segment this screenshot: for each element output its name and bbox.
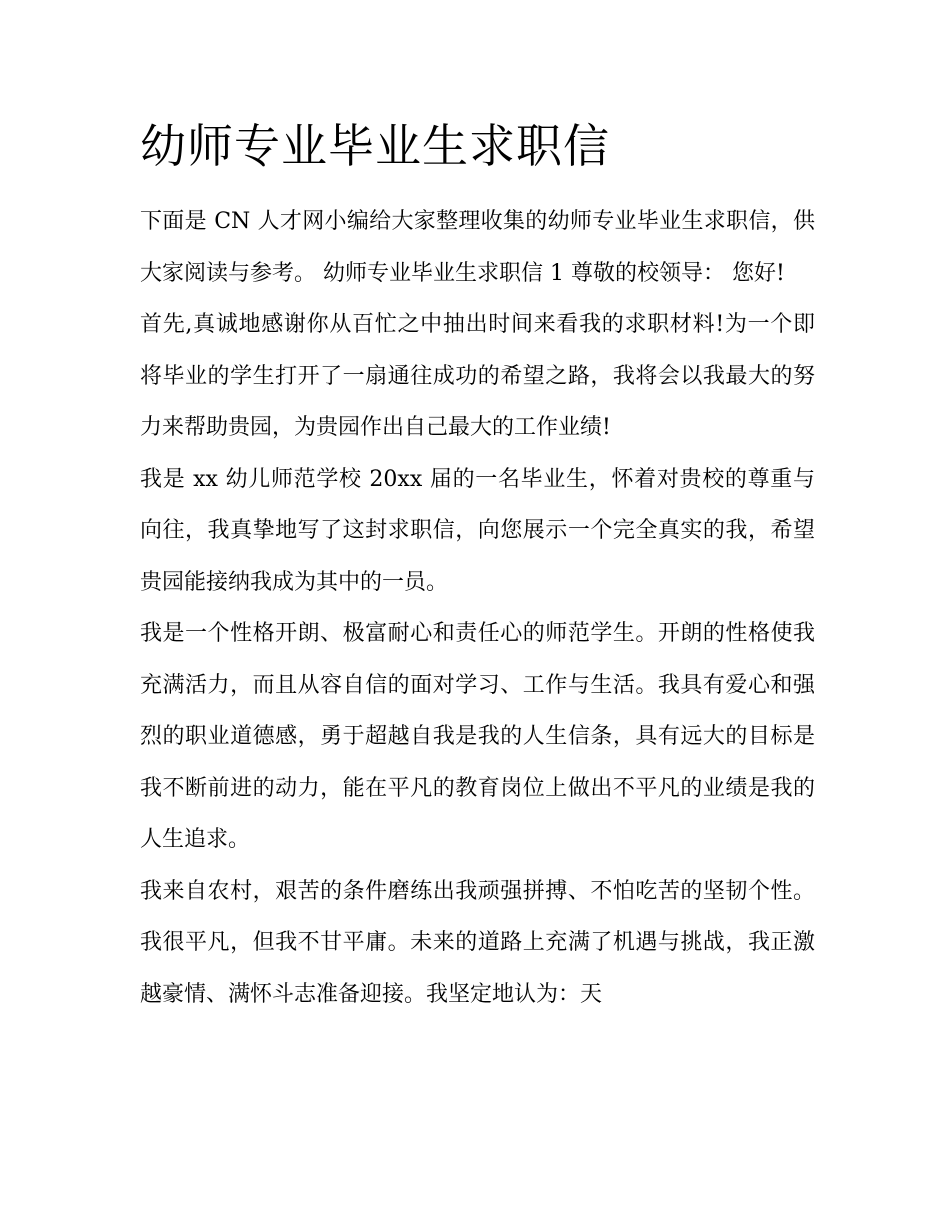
paragraph-background: 我来自农村，艰苦的条件磨练出我顽强拼搏、不怕吃苦的坚韧个性。我很平凡，但我不甘平庸。未来的道路上充满了机遇与挑战，我正激越豪情、满怀斗志准备迎接。我坚定地认为：天 <box>140 878 815 1007</box>
paragraph-thanks: 首先,真诚地感谢你从百忙之中抽出时间来看我的求职材料!为一个即将毕业的学生打开了一扇通往成功的希望之路，我将会以我最大的努力来帮助贵园，为贵园作出自己最大的工作业绩! <box>140 312 815 440</box>
document-body <box>140 196 815 1020</box>
paragraph-personality: 我是一个性格开朗、极富耐心和责任心的师范学生。开朗的性格使我充满活力，而且从容自信的面对学习、工作与生活。我具有爱心和强烈的职业道德感，勇于超越自我是我的人生信条，具有远大的目标是我不断前进的动力，能在平凡的教育岗位上做出不平凡的业绩是我的人生追求。 <box>140 621 815 852</box>
paragraph-intro: 下面是 CN 人才网小编给大家整理收集的幼师专业毕业生求职信，供大家阅读与参考。 幼师专业毕业生求职信 1 尊敬的校领导： 您好! <box>140 209 815 286</box>
document-title: 幼师专业毕业生求职信 <box>140 119 610 173</box>
paragraph-self-introduction: 我是 xx 幼儿师范学校 20xx 届的一名毕业生，怀着对贵校的尊重与向往，我真挚地写了这封求职信，向您展示一个完全真实的我，希望贵园能接纳我成为其中的一员。 <box>140 466 815 595</box>
